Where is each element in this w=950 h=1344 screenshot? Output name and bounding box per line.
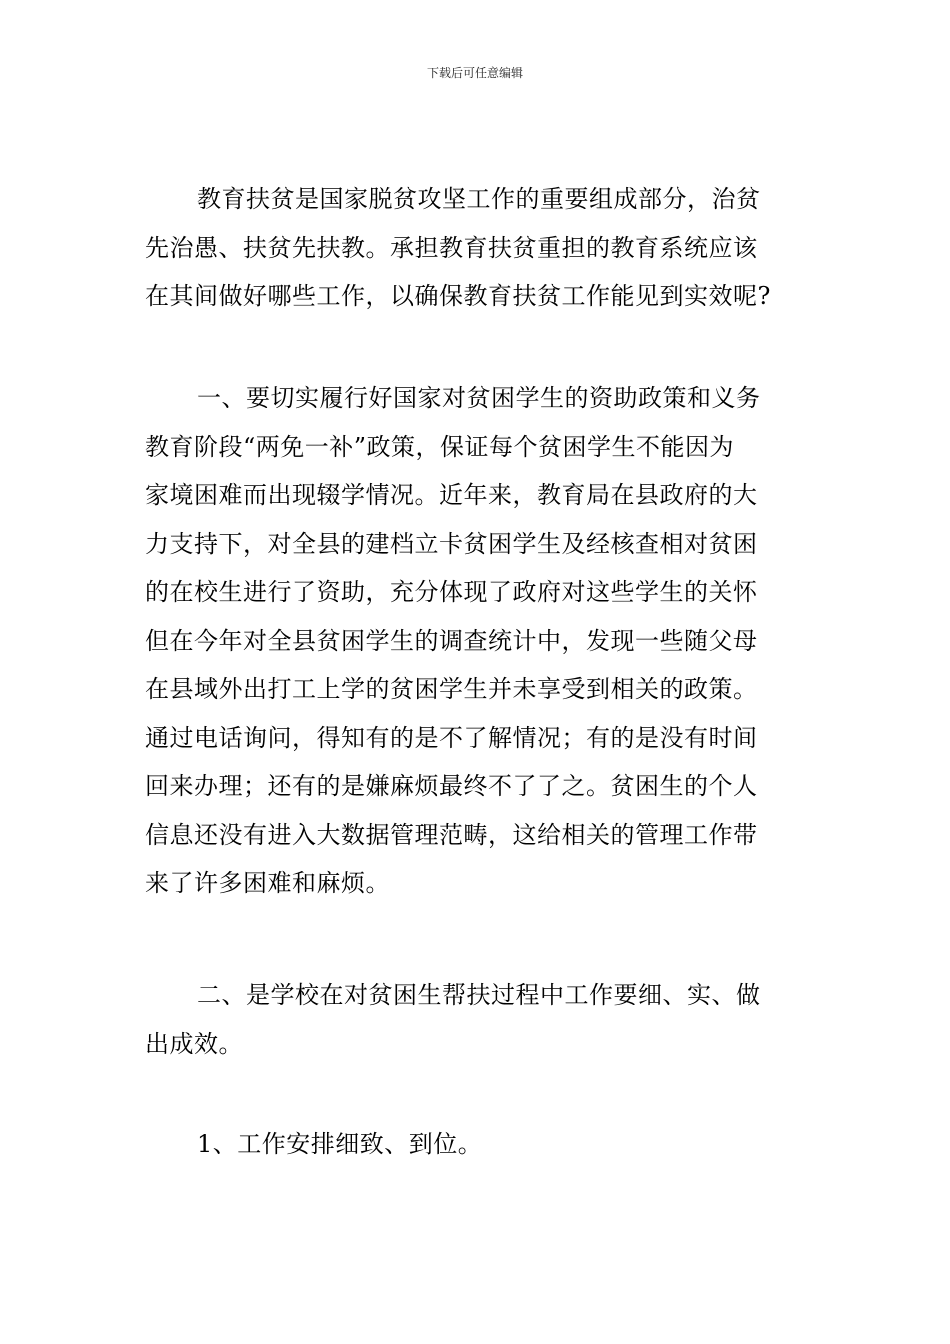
page-header: 下载后可任意编辑 (426, 66, 523, 80)
paragraph-section-one (145, 374, 810, 908)
paragraph-line: 在其间做好哪些工作，以确保教育扶贫工作能见到实效呢? (145, 282, 771, 310)
paragraph-line: 一、要切实履行好国家对贫困学生的资助政策和义务 (197, 384, 761, 412)
paragraph-section-two (145, 971, 810, 1068)
paragraph-line: 先治愚、扶贫先扶教。承担教育扶贫重担的教育系统应该 (145, 233, 758, 262)
paragraph-line: 1、工作安排细致、到位。 (197, 1130, 483, 1158)
paragraph-line: 的在校生进行了资助，充分体现了政府对这些学生的关怀 (145, 578, 758, 606)
paragraph-line: 出成效。 (145, 1029, 243, 1058)
paragraph-line: 家境困难而出现辍学情况。近年来，教育局在县政府的大 (145, 481, 758, 509)
paragraph-line: 但在今年对全县贫困学生的调查统计中，发现一些随父母 (145, 626, 758, 655)
paragraph-line: 来了许多困难和麻烦。 (145, 869, 390, 897)
paragraph-item-one (145, 1120, 810, 1169)
paragraph-line: 二、是学校在对贫困生帮扶过程中工作要细、实、做 (197, 981, 761, 1009)
paragraph-line: 教育阶段“两免一补”政策，保证每个贫困学生不能因为 (145, 432, 735, 461)
paragraph-line: 回来办理；还有的是嫌麻烦最终不了了之。贫困生的个人 (145, 772, 758, 800)
paragraph-line: 在县域外出打工上学的贫困学生并未享受到相关的政策。 (145, 675, 758, 703)
paragraph-line: 力支持下，对全县的建档立卡贫困学生及经核查相对贫困 (145, 529, 758, 558)
paragraph-intro (145, 175, 810, 321)
paragraph-line: 教育扶贫是国家脱贫攻坚工作的重要组成部分，治贫 (197, 185, 761, 213)
paragraph-line: 信息还没有进入大数据管理范畴，这给相关的管理工作带 (145, 820, 758, 849)
paragraph-line: 通过电话询问，得知有的是不了解情况；有的是没有时间 (145, 723, 758, 752)
